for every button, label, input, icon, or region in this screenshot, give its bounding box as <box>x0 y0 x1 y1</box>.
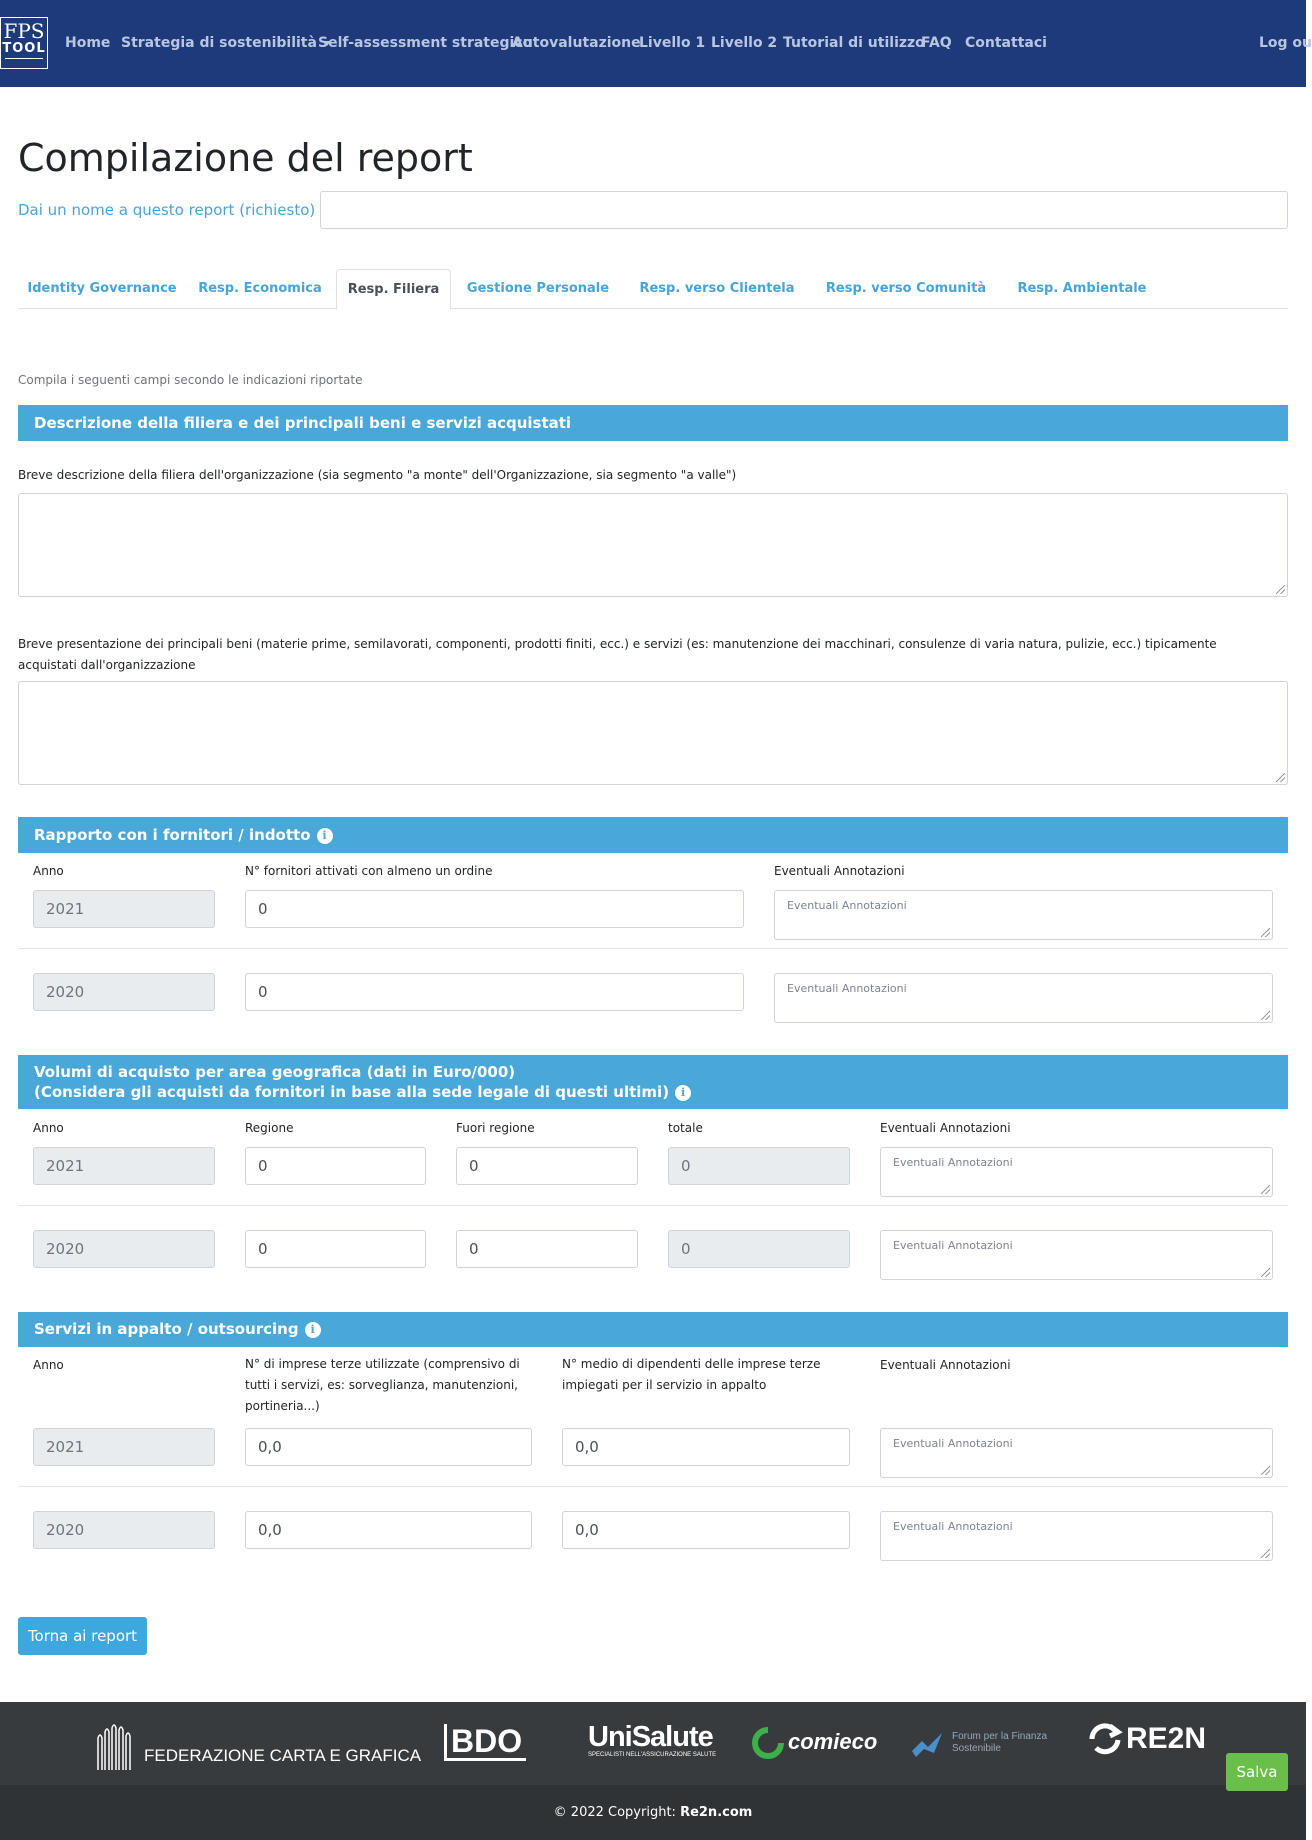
resize-handle-icon[interactable] <box>1261 1466 1270 1475</box>
section-fornitori-title: Rapporto con i fornitori / indotto <box>34 826 311 844</box>
resize-handle-icon[interactable] <box>1261 1011 1270 1020</box>
report-name-label: Dai un nome a questo report (richiesto) <box>18 201 316 219</box>
logo-text-top: FPS <box>3 19 45 43</box>
unisalute-logo <box>588 1722 716 1758</box>
nav-autovalutazione[interactable]: Autovalutazione <box>512 35 641 51</box>
anno-field: 2020 <box>33 973 215 1011</box>
resize-handle-icon[interactable] <box>1261 1185 1270 1194</box>
tab-resp-ambientale[interactable]: Resp. Ambientale <box>1017 281 1147 296</box>
col-regione-label: Regione <box>245 1121 294 1135</box>
col-fuori-regione-label: Fuori regione <box>456 1121 535 1135</box>
col-anno-label: Anno <box>33 864 64 878</box>
anno-field: 2020 <box>33 1230 215 1268</box>
resize-handle-icon[interactable] <box>1261 1549 1270 1558</box>
section-volumi-title-line2: (Considera gli acquisti da fornitori in base alla sede legale di questi ultimi) <box>34 1083 670 1101</box>
regione-input[interactable]: 0 <box>245 1147 426 1185</box>
beni-servizi-label: Breve presentazione dei principali beni (materie prime, semilavorati, componenti, prodotti finiti, ecc.) e servizi (es: manutenzione dei macchinari, consulenze di varia natura, pulizie, ecc.) tipicamente acquistati dall'organizzazione <box>18 637 1217 672</box>
regione-input[interactable]: 0 <box>245 1230 426 1268</box>
annotazioni-textarea[interactable] <box>774 973 1273 1023</box>
imprese-terze-input[interactable]: 0,0 <box>245 1511 532 1549</box>
recycle-icon <box>752 1727 784 1759</box>
section-tabs <box>18 269 1288 309</box>
col-imprese-label: N° di imprese terze utilizzate (comprensivo di tutti i servizi, es: sorveglianza, manutenzioni, portineria...) <box>245 1357 520 1413</box>
resize-handle-icon[interactable] <box>1276 585 1285 594</box>
copyright-text: © 2022 Copyright: <box>553 1805 681 1820</box>
col-dipendenti-label: N° medio di dipendenti delle imprese terze impiegati per il servizio in appalto <box>562 1357 821 1392</box>
section-volumi-header <box>18 1055 1288 1109</box>
row-divider <box>18 948 1288 949</box>
info-icon[interactable]: i <box>675 1085 691 1101</box>
resize-handle-icon[interactable] <box>1276 773 1285 782</box>
col-annotazioni-label: Eventuali Annotazioni <box>880 1121 1011 1135</box>
totale-field: 0 <box>668 1147 850 1185</box>
annotazioni-placeholder: Eventuali Annotazioni <box>787 899 907 912</box>
anno-field: 2020 <box>33 1511 215 1549</box>
imprese-terze-input[interactable]: 0,0 <box>245 1428 532 1466</box>
nav-home[interactable]: Home <box>65 35 111 51</box>
info-icon[interactable]: i <box>317 828 333 844</box>
nav-logout[interactable]: Log ou <box>1259 35 1312 51</box>
tab-gestione-personale[interactable]: Gestione Personale <box>466 281 610 296</box>
tab-resp-economica[interactable]: Resp. Economica <box>198 281 322 296</box>
col-anno-label: Anno <box>33 1121 64 1135</box>
fuori-regione-input[interactable]: 0 <box>456 1147 638 1185</box>
re2n-name: RE2N <box>1126 1722 1207 1755</box>
anno-field: 2021 <box>33 1147 215 1185</box>
resize-handle-icon[interactable] <box>1261 928 1270 937</box>
anno-field: 2021 <box>33 890 215 928</box>
annotazioni-textarea[interactable] <box>880 1428 1273 1478</box>
annotazioni-placeholder: Eventuali Annotazioni <box>893 1156 1013 1169</box>
col-anno-label: Anno <box>33 1358 64 1372</box>
annotazioni-placeholder: Eventuali Annotazioni <box>787 982 907 995</box>
resize-handle-icon[interactable] <box>1261 1268 1270 1277</box>
dipendenti-input[interactable]: 0,0 <box>562 1511 850 1549</box>
forum-bird-icon <box>910 1731 944 1759</box>
filiera-description-textarea[interactable] <box>18 493 1288 597</box>
nav-strategia-dropdown[interactable] <box>121 34 331 52</box>
tab-resp-comunita[interactable]: Resp. verso Comunità <box>825 281 987 296</box>
fornitori-input[interactable]: 0 <box>245 890 744 928</box>
beni-servizi-textarea[interactable] <box>18 681 1288 785</box>
section-volumi-title-line2-wrap <box>34 1082 1288 1102</box>
forum-name: Forum per la Finanza Sostenibile <box>952 1731 1048 1754</box>
col-fornitori-label: N° fornitori attivati con almeno un ordine <box>245 864 493 878</box>
annotazioni-textarea[interactable] <box>880 1511 1273 1561</box>
partners-footer <box>0 1702 1306 1785</box>
nav-livello-1[interactable]: Livello 1 <box>639 35 706 51</box>
nav-self-assessment[interactable]: Self-assessment strategico <box>318 35 533 51</box>
comieco-name: comieco <box>788 1729 878 1754</box>
form-hint: Compila i seguenti campi secondo le indicazioni riportate <box>18 373 363 387</box>
fps-tool-logo[interactable] <box>0 17 48 69</box>
row-divider <box>18 1486 1288 1487</box>
unisalute-tagline: SPECIALISTI NELL'ASSICURAZIONE SALUTE <box>588 1752 717 1758</box>
nav-strategia-label: Strategia di sostenibilità <box>121 35 317 51</box>
filiera-description-label: Breve descrizione della filiera dell'organizzazione (sia segmento "a monte" dell'Organizzazione, sia segmento "a valle") <box>18 468 737 482</box>
col-totale-label: totale <box>668 1121 703 1135</box>
anno-field: 2021 <box>33 1428 215 1466</box>
totale-field: 0 <box>668 1230 850 1268</box>
row-divider <box>18 1205 1288 1206</box>
dipendenti-input[interactable]: 0,0 <box>562 1428 850 1466</box>
federazione-name: FEDERAZIONE CARTA E GRAFICA <box>144 1746 422 1765</box>
tab-resp-clientela[interactable]: Resp. verso Clientela <box>639 281 795 296</box>
page-title: Compilazione del report <box>18 136 473 180</box>
report-name-input[interactable] <box>320 191 1288 229</box>
annotazioni-textarea[interactable] <box>774 890 1273 940</box>
federazione-carta-grafica-logo <box>92 1722 422 1766</box>
nav-tutorial[interactable]: Tutorial di utilizzo <box>783 35 925 51</box>
nav-contattaci[interactable]: Contattaci <box>965 35 1047 51</box>
copyright-bar <box>0 1785 1306 1840</box>
annotazioni-textarea[interactable] <box>880 1230 1273 1280</box>
section-fornitori-header <box>18 817 1288 853</box>
save-button[interactable]: Salva <box>1226 1753 1288 1791</box>
section-servizi-header <box>18 1312 1288 1347</box>
col-annotazioni-label: Eventuali Annotazioni <box>774 864 905 878</box>
fuori-regione-input[interactable]: 0 <box>456 1230 638 1268</box>
section-servizi-title: Servizi in appalto / outsourcing <box>34 1320 299 1338</box>
logo-text-bottom: TOOL <box>2 41 46 56</box>
section-descrizione-header: Descrizione della filiera e dei principali beni e servizi acquistati <box>18 405 1288 441</box>
unisalute-name: UniSalute <box>588 1721 713 1753</box>
copyright-link[interactable]: Re2n.com <box>680 1805 753 1820</box>
back-to-reports-button[interactable]: Torna ai report <box>18 1617 147 1655</box>
top-navbar <box>0 0 1312 87</box>
fornitori-input[interactable]: 0 <box>245 973 744 1011</box>
tab-resp-filiera[interactable]: Resp. Filiera <box>336 269 451 310</box>
nav-faq[interactable]: FAQ <box>921 35 952 51</box>
nav-livello-2[interactable]: Livello 2 <box>711 35 778 51</box>
col-annotazioni-label: Eventuali Annotazioni <box>880 1358 1011 1372</box>
federazione-emblem-icon <box>92 1722 142 1772</box>
info-icon[interactable]: i <box>305 1322 321 1338</box>
annotazioni-placeholder: Eventuali Annotazioni <box>893 1520 1013 1533</box>
annotazioni-placeholder: Eventuali Annotazioni <box>893 1437 1013 1450</box>
annotazioni-placeholder: Eventuali Annotazioni <box>893 1239 1013 1252</box>
section-volumi-title-line1: Volumi di acquisto per area geografica (dati in Euro/000) <box>34 1063 516 1081</box>
annotazioni-textarea[interactable] <box>880 1147 1273 1197</box>
tab-identity-governance[interactable]: Identity Governance <box>27 281 177 296</box>
bdo-logo: BDO <box>444 1724 526 1761</box>
re2n-arrow-icon <box>1088 1722 1122 1756</box>
